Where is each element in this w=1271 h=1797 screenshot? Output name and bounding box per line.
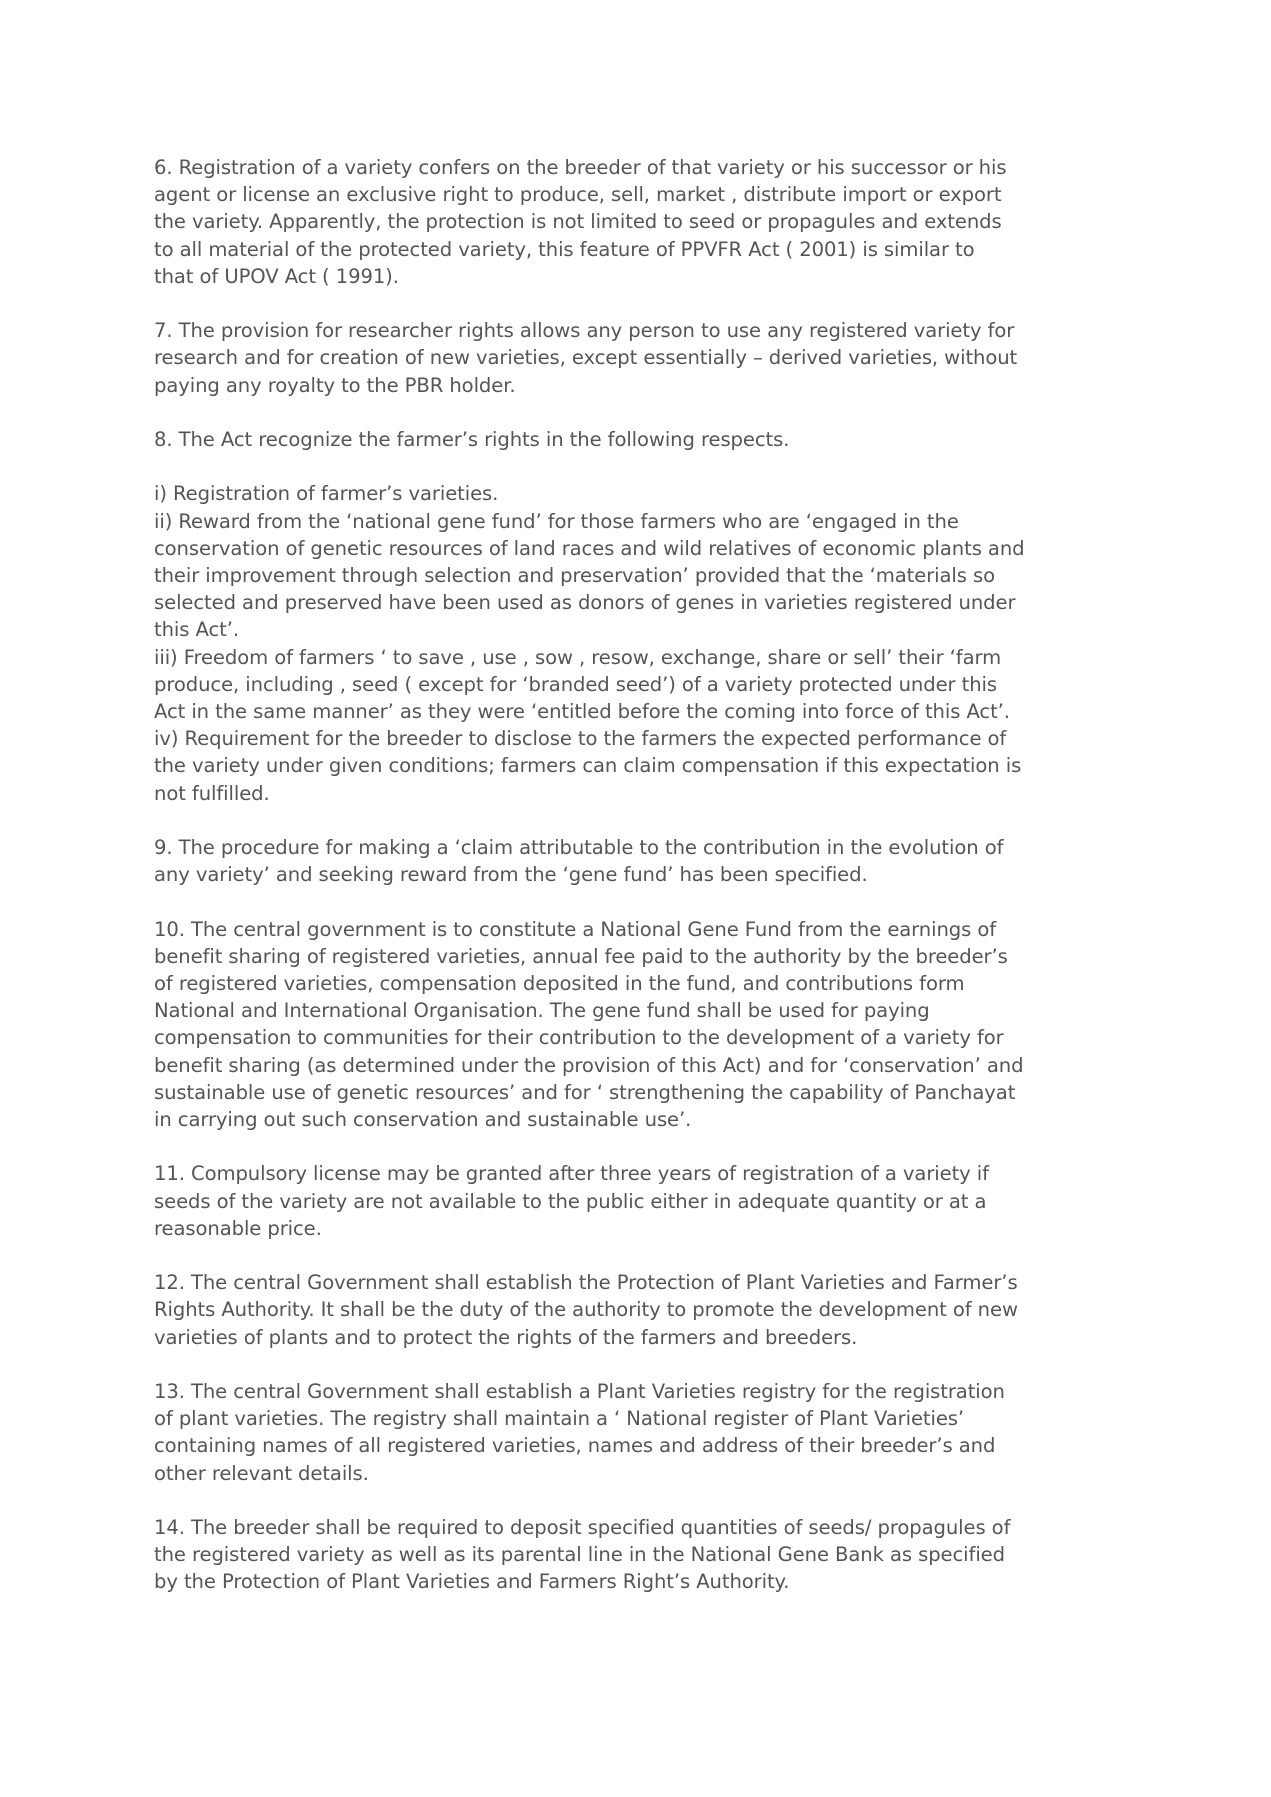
text-line: any variety’ and seeking reward from the ‘gene fund’ has been specified. [154,863,868,887]
text-line: selected and preserved have been used as donors of genes in varieties registered under [154,591,1016,615]
list-item-iv: iv) Requirement for the breeder to disclose to the farmers the expected performance of [154,727,1007,751]
text-line: 10. The central government is to constitute a National Gene Fund from the earnings of [154,917,997,941]
text-line: varieties of plants and to protect the rights of the farmers and breeders. [154,1325,858,1349]
text-line: not fulfilled. [154,781,270,805]
text-line: in carrying out such conservation and sustainable use’. [154,1108,692,1132]
paragraph-10-national-gene-fund [154,916,1154,1134]
text-line: this Act’. [154,618,239,642]
text-line: other relevant details. [154,1461,369,1485]
text-line: seeds of the variety are not available to the public either in adequate quantity or at a [154,1189,987,1213]
text-line: conservation of genetic resources of land races and wild relatives of economic plants and [154,536,1025,560]
document-page [154,154,1154,1596]
text-line: the variety under given conditions; farmers can claim compensation if this expectation is [154,754,1022,778]
paragraph-14-gene-bank-deposit [154,1514,1154,1596]
text-line: 7. The provision for researcher rights allows any person to use any registered variety for [154,319,1015,343]
list-item-ii: ii) Reward from the ‘national gene fund’ for those farmers who are ‘engaged in the [154,509,959,533]
text-line: agent or license an exclusive right to produce, sell, market , distribute import or export [154,183,1002,207]
text-line: produce, including , seed ( except for ‘branded seed’) of a variety protected under this [154,672,997,696]
text-line: research and for creation of new varieties, except essentially – derived varieties, without [154,346,1018,370]
text-line: that of UPOV Act ( 1991). [154,264,399,288]
text-line: 6. Registration of a variety confers on the breeder of that variety or his successor or his [154,156,1007,179]
text-line: 13. The central Government shall establish a Plant Varieties registry for the registration [154,1380,1005,1404]
text-line: of registered varieties, compensation deposited in the fund, and contributions form [154,972,965,996]
text-line: reasonable price. [154,1216,322,1240]
list-item-i: i) Registration of farmer’s varieties. [154,482,499,506]
text-line: Rights Authority. It shall be the duty of the authority to promote the development of new [154,1298,1018,1322]
text-line: the variety. Apparently, the protection is not limited to seed or propagules and extends [154,210,1002,234]
text-line: to all material of the protected variety, this feature of PPVFR Act ( 2001) is similar to [154,237,975,261]
text-line: 8. The Act recognize the farmer’s rights in the following respects. [154,428,790,451]
list-item-iii: iii) Freedom of farmers ‘ to save , use , sow , resow, exchange, share or sell’ their ‘farm [154,645,1002,669]
text-line: 12. The central Government shall establish the Protection of Plant Varieties and Farmer’s [154,1271,1018,1295]
paragraph-7-researcher-rights [154,317,1154,399]
text-line: by the Protection of Plant Varieties and Farmers Right’s Authority. [154,1570,790,1594]
text-line: of plant varieties. The registry shall maintain a ‘ National register of Plant Varieties’ [154,1407,965,1431]
paragraph-12-authority [154,1269,1154,1351]
paragraph-6-exclusive-rights [154,154,1154,290]
text-line: paying any royalty to the PBR holder. [154,373,516,397]
text-line: compensation to communities for their contribution to the development of a variety for [154,1026,1004,1050]
text-line: benefit sharing (as determined under the provision of this Act) and for ‘conservation’ and [154,1053,1024,1077]
text-line: 11. Compulsory license may be granted after three years of registration of a variety if [154,1162,989,1186]
paragraph-13-registry [154,1378,1154,1487]
paragraph-9-claim-procedure [154,834,1154,888]
text-line: containing names of all registered varieties, names and address of their breeder’s and [154,1434,996,1458]
paragraph-8-farmers-rights-intro [154,426,1154,453]
paragraph-8-farmers-rights-list [154,480,1154,806]
text-line: sustainable use of genetic resources’ and for ‘ strengthening the capability of Panchayat [154,1080,1016,1104]
text-line: benefit sharing of registered varieties, annual fee paid to the authority by the breeder’s [154,944,1008,968]
text-line: 9. The procedure for making a ‘claim attributable to the contribution in the evolution of [154,836,1004,860]
paragraph-11-compulsory-license [154,1160,1154,1242]
text-line: their improvement through selection and preservation’ provided that the ‘materials so [154,564,996,587]
text-line: National and International Organisation. The gene fund shall be used for paying [154,999,930,1023]
text-line: 14. The breeder shall be required to deposit specified quantities of seeds/ propagules of [154,1516,1011,1540]
text-line: Act in the same manner’ as they were ‘entitled before the coming into force of this Act’. [154,700,1010,724]
text-line: the registered variety as well as its parental line in the National Gene Bank as specified [154,1543,1005,1567]
